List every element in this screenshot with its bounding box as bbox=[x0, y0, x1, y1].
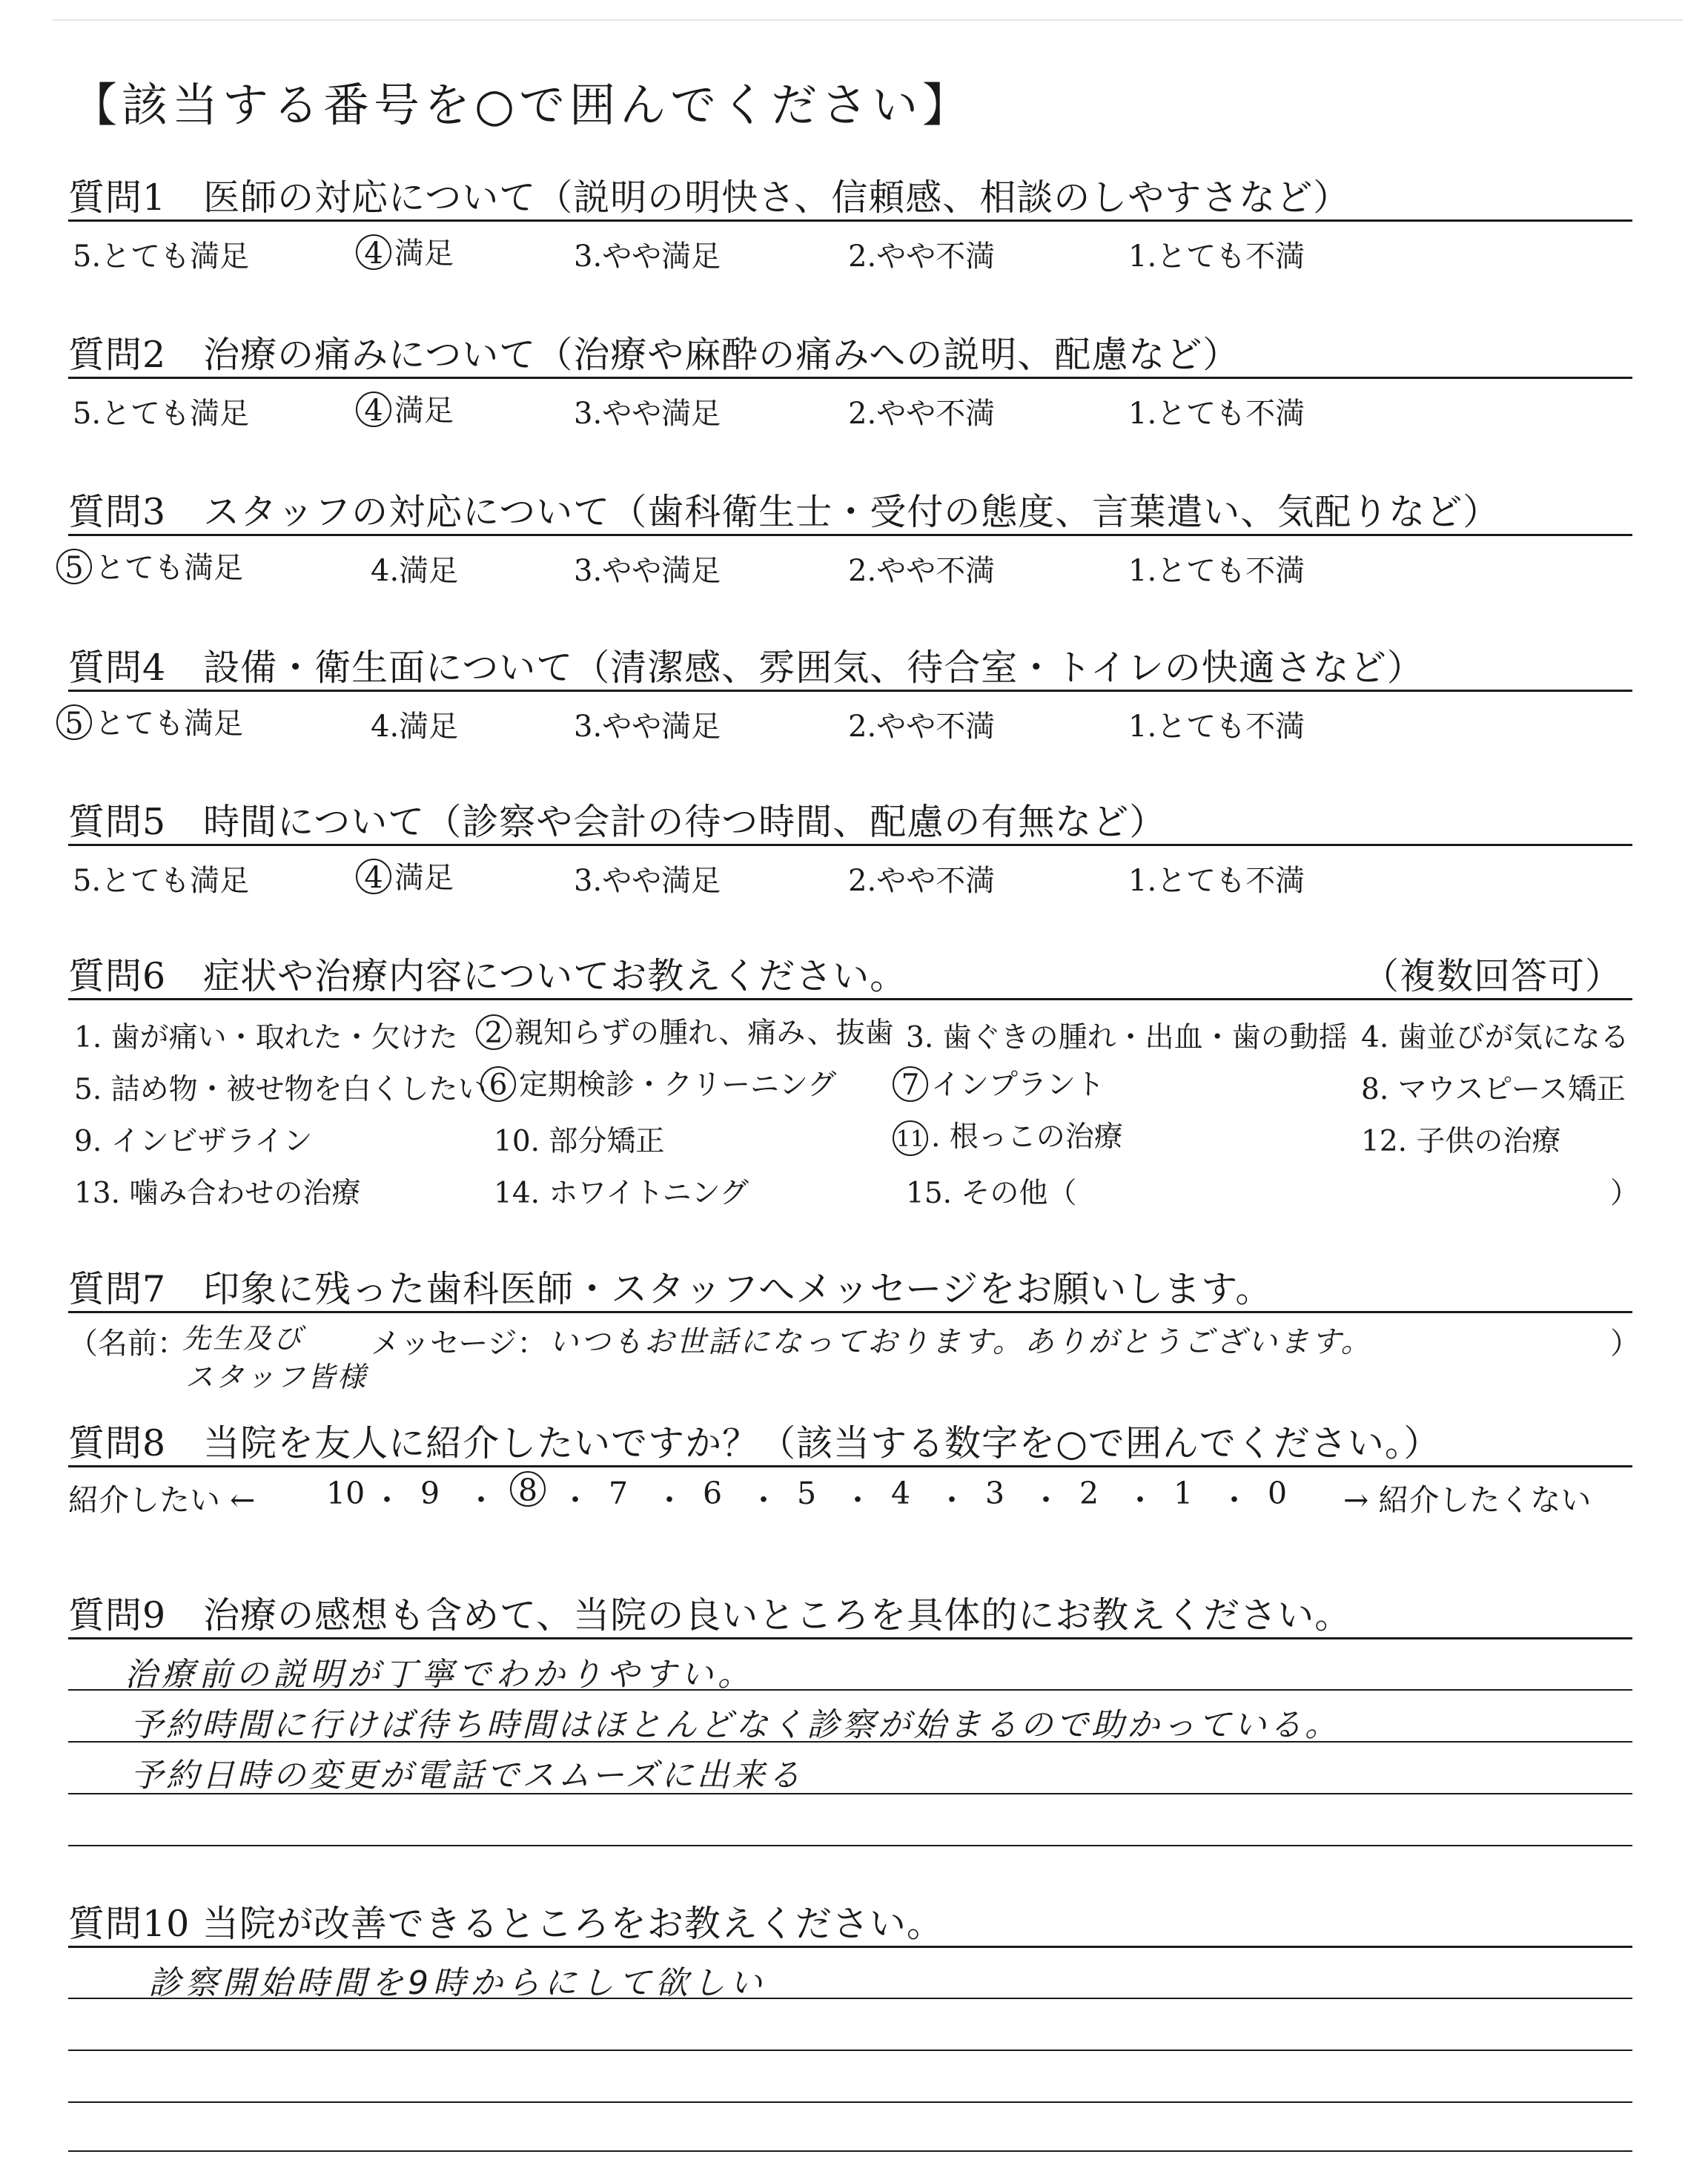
q5-option-1[interactable]: 1.とても不満 bbox=[1128, 864, 1305, 898]
selected-circle: 5 bbox=[56, 549, 92, 584]
q6-item-8[interactable]: 8. マウスピース矯正 bbox=[1361, 1073, 1626, 1106]
q1-heading: 質問1 医師の対応について（説明の明快さ、信頼感、相談のしやすさなど） bbox=[68, 176, 1351, 219]
q6-item-2[interactable]: 2 親知らずの腫れ、痛み、抜歯 bbox=[476, 1010, 894, 1051]
selected-circle: 8 bbox=[510, 1471, 546, 1507]
q6-item-15-close: ） bbox=[1610, 1177, 1640, 1210]
q1-option-1[interactable]: 1.とても不満 bbox=[1128, 240, 1305, 274]
q4-heading: 質問4 設備・衛生面について（清潔感、雰囲気、待合室・トイレの快適さなど） bbox=[68, 647, 1424, 689]
q6-heading: 質問6 症状や治療内容についてお教えください。 bbox=[68, 955, 907, 997]
q8-scale-separator: ・ bbox=[748, 1482, 779, 1518]
q7-message-label: メッセージ： bbox=[371, 1327, 547, 1361]
selected-circle: 6 bbox=[480, 1066, 516, 1102]
q6-item-15[interactable]: 15. その他（ bbox=[906, 1177, 1077, 1210]
q8-scale-separator: ・ bbox=[371, 1482, 403, 1518]
q8-scale-right-label: → 紹介したくない bbox=[1343, 1482, 1592, 1518]
q8-scale-number-0[interactable]: 0 bbox=[1268, 1476, 1288, 1511]
q8-rule bbox=[68, 1465, 1632, 1467]
q8-scale-number-1[interactable]: 1 bbox=[1174, 1476, 1194, 1511]
q7-close-paren: ） bbox=[1610, 1327, 1640, 1361]
q8-scale-separator: ・ bbox=[1219, 1482, 1250, 1518]
q6-item-6[interactable]: 6 定期検診・クリーニング bbox=[480, 1062, 836, 1103]
q8-scale-separator: ・ bbox=[1125, 1482, 1156, 1518]
q4-option-2[interactable]: 2.やや不満 bbox=[848, 710, 996, 744]
q7-name-label: （名前： bbox=[68, 1327, 187, 1361]
q3-option-3[interactable]: 3.やや満足 bbox=[574, 554, 721, 588]
q6-item-7[interactable]: 7 インプラント bbox=[893, 1062, 1105, 1103]
q6-item-1[interactable]: 1. 歯が痛い・取れた・欠けた bbox=[74, 1021, 458, 1054]
q6-item-12[interactable]: 12. 子供の治療 bbox=[1361, 1125, 1561, 1158]
selected-circle: 2 bbox=[476, 1014, 512, 1050]
selected-circle: 5 bbox=[56, 704, 92, 740]
q1-option-5[interactable]: 5.とても満足 bbox=[73, 240, 250, 274]
q8-scale-number-10[interactable]: 10 bbox=[326, 1476, 365, 1511]
q5-rule bbox=[68, 844, 1632, 846]
q2-option-5[interactable]: 5.とても満足 bbox=[73, 397, 250, 431]
q8-scale-separator: ・ bbox=[842, 1482, 873, 1518]
q4-option-5[interactable]: 5 とても満足 bbox=[56, 700, 243, 742]
q5-option-4[interactable]: 4 満足 bbox=[356, 854, 454, 896]
selected-circle: 7 bbox=[893, 1066, 928, 1102]
q2-option-4[interactable]: 4 満足 bbox=[356, 387, 454, 429]
q8-scale-left-label: 紹介したい ← bbox=[68, 1482, 256, 1518]
q6-item-3[interactable]: 3. 歯ぐきの腫れ・出血・歯の動揺 bbox=[906, 1021, 1348, 1054]
q8-scale-separator: ・ bbox=[1030, 1482, 1062, 1518]
q3-option-1[interactable]: 1.とても不満 bbox=[1128, 554, 1305, 588]
q8-scale-separator: ・ bbox=[654, 1482, 685, 1518]
q6-item-5[interactable]: 5. 詰め物・被せ物を白くしたい bbox=[74, 1073, 487, 1106]
q5-option-3[interactable]: 3.やや満足 bbox=[574, 864, 721, 898]
q1-option-2[interactable]: 2.やや不満 bbox=[848, 240, 996, 274]
q8-scale-number-2[interactable]: 2 bbox=[1079, 1476, 1099, 1511]
q6-multiple-note: （複数回答可） bbox=[1363, 955, 1623, 997]
q3-option-4[interactable]: 4.満足 bbox=[371, 554, 459, 588]
q9-answer-3[interactable]: 予約日時の変更が電話でスムーズに出来る bbox=[130, 1757, 804, 1794]
q2-heading: 質問2 治療の痛みについて（治療や麻酔の痛みへの説明、配慮など） bbox=[68, 334, 1240, 376]
q3-option-2[interactable]: 2.やや不満 bbox=[848, 554, 996, 588]
q9-answer-line-4 bbox=[68, 1845, 1632, 1846]
selected-circle: 4 bbox=[356, 392, 391, 427]
q7-message-text[interactable]: いつもお世話になっております。ありがとうございます。 bbox=[549, 1325, 1373, 1359]
q6-item-10[interactable]: 10. 部分矯正 bbox=[494, 1125, 665, 1158]
q10-answer-line-4 bbox=[68, 2150, 1632, 2152]
q8-scale-separator: ・ bbox=[466, 1482, 497, 1518]
q7-name-line-2[interactable]: スタッフ皆様 bbox=[185, 1361, 368, 1393]
q6-item-11[interactable]: 11 . 根っこの治療 bbox=[893, 1114, 1123, 1156]
form-title: 【該当する番号を○で囲んでください】 bbox=[71, 78, 973, 132]
q9-answer-1[interactable]: 治療前の説明が丁寧でわかりやすい。 bbox=[125, 1656, 755, 1694]
q8-scale-number-8[interactable] bbox=[510, 1471, 549, 1508]
q7-name-line-1[interactable]: 先生及び bbox=[182, 1322, 305, 1355]
q6-rule bbox=[68, 998, 1632, 1000]
q8-scale-separator: ・ bbox=[560, 1482, 591, 1518]
q5-option-5[interactable]: 5.とても満足 bbox=[73, 864, 250, 898]
q1-option-4[interactable]: 4 満足 bbox=[356, 230, 454, 272]
q2-option-3[interactable]: 3.やや満足 bbox=[574, 397, 721, 431]
q10-answer-line-2 bbox=[68, 2050, 1632, 2051]
q8-scale-separator: ・ bbox=[936, 1482, 967, 1518]
q8-scale-number-4[interactable]: 4 bbox=[891, 1476, 911, 1511]
q9-answer-2[interactable]: 予約時間に行けば待ち時間はほとんどなく診察が始まるので助かっている。 bbox=[130, 1706, 1340, 1744]
q4-rule bbox=[68, 690, 1632, 692]
q10-answer-1[interactable]: 診察開始時間を9時からにして欲しい bbox=[148, 1964, 767, 2002]
q7-rule bbox=[68, 1311, 1632, 1313]
q1-rule bbox=[68, 219, 1632, 222]
q4-option-4[interactable]: 4.満足 bbox=[371, 710, 459, 744]
q2-option-1[interactable]: 1.とても不満 bbox=[1128, 397, 1305, 431]
q2-option-2[interactable]: 2.やや不満 bbox=[848, 397, 996, 431]
selected-circle: 4 bbox=[356, 234, 391, 270]
q10-rule bbox=[68, 1946, 1632, 1948]
q6-item-13[interactable]: 13. 噛み合わせの治療 bbox=[74, 1177, 361, 1210]
q3-heading: 質問3 スタッフの対応について（歯科衛生士・受付の態度、言葉遣い、気配りなど） bbox=[68, 491, 1500, 533]
q10-heading: 質問10 当院が改善できるところをお教えください。 bbox=[68, 1903, 944, 1945]
q6-item-4[interactable]: 4. 歯並びが気になる bbox=[1361, 1021, 1629, 1054]
q8-scale-number-9[interactable]: 9 bbox=[420, 1476, 440, 1511]
q4-option-1[interactable]: 1.とても不満 bbox=[1128, 710, 1305, 744]
q8-scale-number-3[interactable]: 3 bbox=[985, 1476, 1005, 1511]
q2-rule bbox=[68, 377, 1632, 379]
q3-option-5[interactable]: 5 とても満足 bbox=[56, 544, 243, 587]
selected-circle: 4 bbox=[356, 859, 391, 894]
q10-answer-line-3 bbox=[68, 2101, 1632, 2103]
q8-scale-number-7[interactable]: 7 bbox=[609, 1476, 629, 1511]
q5-option-2[interactable]: 2.やや不満 bbox=[848, 864, 996, 898]
q3-rule bbox=[68, 534, 1632, 536]
q6-item-14[interactable]: 14. ホワイトニング bbox=[494, 1177, 749, 1210]
q8-scale-number-5[interactable]: 5 bbox=[797, 1476, 817, 1511]
selected-circle: 11 bbox=[893, 1120, 928, 1156]
q9-rule bbox=[68, 1637, 1632, 1639]
q6-item-9[interactable]: 9. インビザライン bbox=[74, 1125, 313, 1158]
q8-scale-number-6[interactable]: 6 bbox=[703, 1476, 723, 1511]
q8-heading: 質問8 当院を友人に紹介したいですか？（該当する数字を○で囲んでください。） bbox=[68, 1422, 1441, 1464]
page-top-rule bbox=[52, 19, 1683, 21]
q1-option-3[interactable]: 3.やや満足 bbox=[574, 240, 721, 274]
q5-heading: 質問5 時間について（診察や会計の待つ時間、配慮の有無など） bbox=[68, 801, 1167, 843]
q4-option-3[interactable]: 3.やや満足 bbox=[574, 710, 721, 744]
q9-heading: 質問9 治療の感想も含めて、当院の良いところを具体的にお教えください。 bbox=[68, 1594, 1352, 1636]
q7-heading: 質問7 印象に残った歯科医師・スタッフへメッセージをお願いします。 bbox=[68, 1268, 1273, 1310]
